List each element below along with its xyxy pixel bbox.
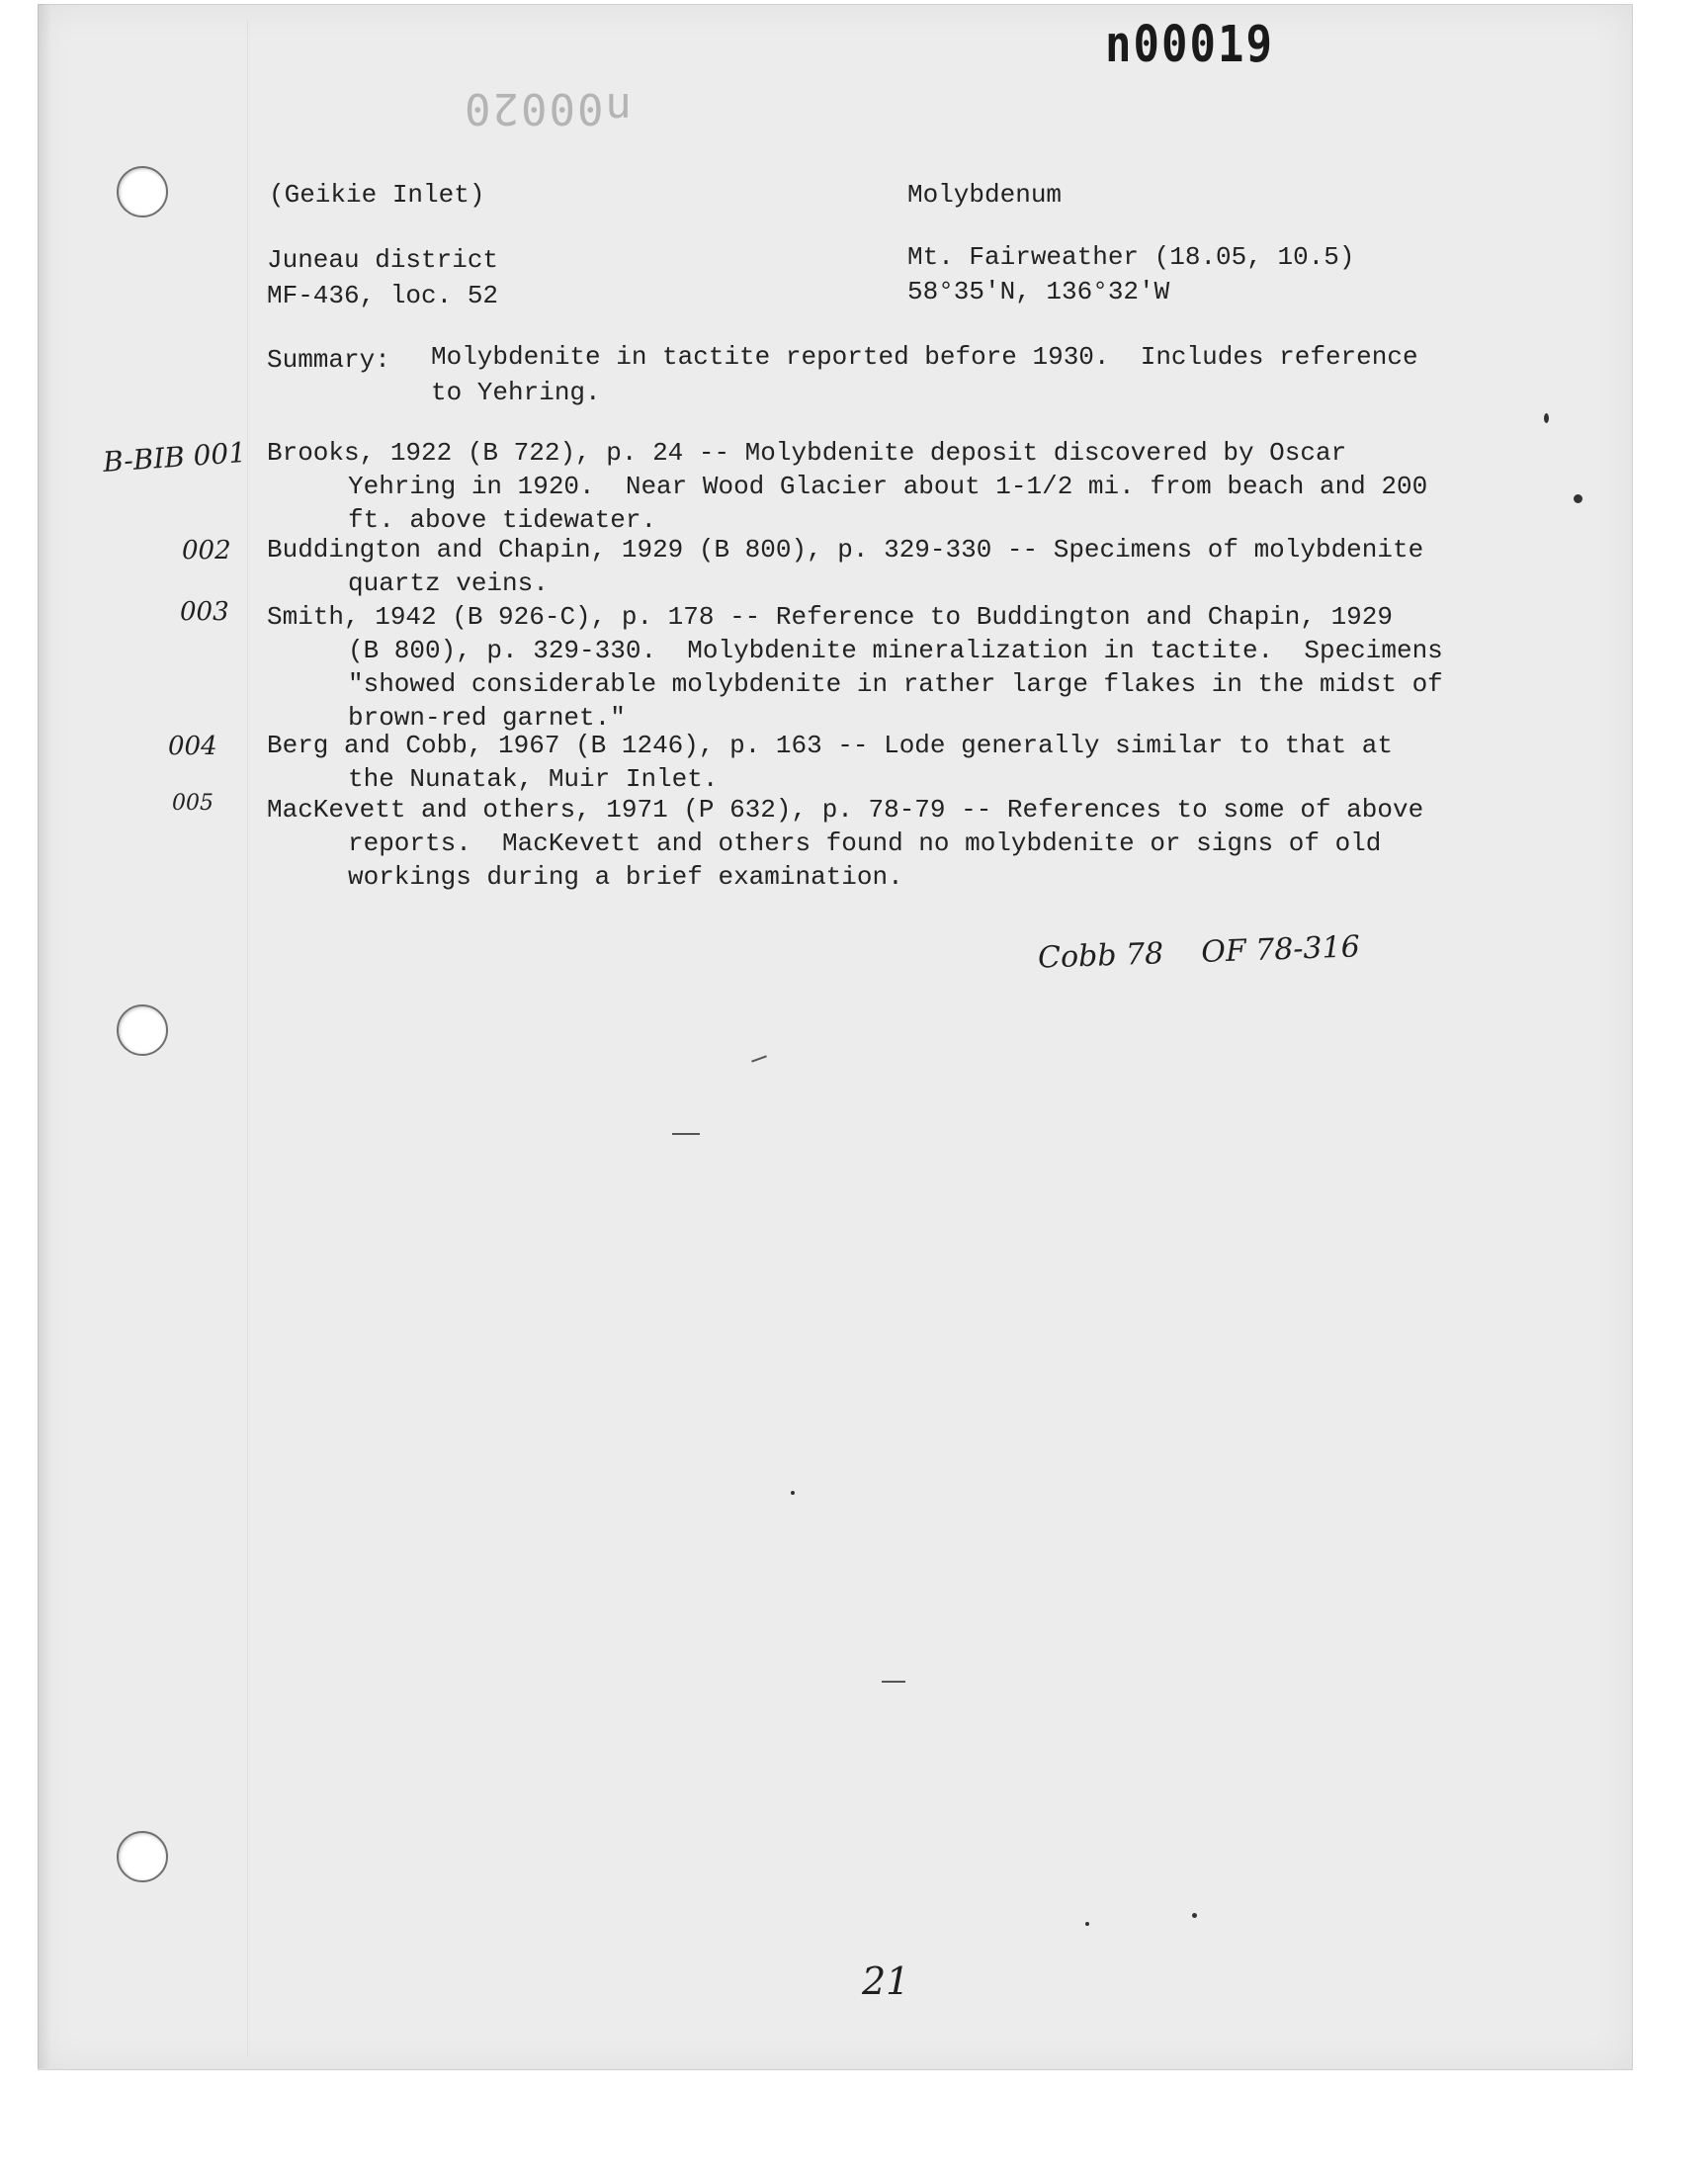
margin-mark: B-BIB 001 — [102, 435, 248, 479]
margin-mark: 004 — [168, 732, 217, 761]
district: Juneau district — [267, 245, 499, 275]
binder-hole-icon — [117, 166, 168, 218]
reference-entry — [267, 729, 1552, 796]
document-number-stamp: n00019 — [1105, 16, 1274, 74]
reference-line: (B 800), p. 329-330. Molybdenite mineralization in tactite. Specimens — [348, 636, 1443, 665]
margin-mark: 002 — [182, 536, 231, 566]
reference-line: "showed considerable molybdenite in rather large flakes in the midst of — [348, 669, 1443, 699]
margin-mark: 005 — [172, 791, 214, 816]
reference-entry — [267, 793, 1552, 894]
reference-line: the Nunatak, Muir Inlet. — [348, 764, 719, 794]
reference-line: reports. MacKevett and others found no molybdenite or signs of old — [348, 828, 1382, 858]
scan-speck — [1085, 1922, 1089, 1926]
reference-line: workings during a brief examination. — [348, 862, 903, 892]
binder-hole-icon — [117, 1004, 168, 1056]
page-number: 21 — [862, 1959, 910, 2003]
reference-line: Yehring in 1920. Near Wood Glacier about 1-1/2 mi. from beach and 200 — [348, 472, 1428, 501]
summary-line: to Yehring. — [431, 378, 601, 407]
reference-entry — [267, 600, 1552, 735]
commodity: Molybdenum — [907, 180, 1063, 210]
summary-line: Molybdenite in tactite reported before 1930. Includes reference — [431, 342, 1418, 372]
fold-line — [247, 20, 248, 2056]
reference-line: ft. above tidewater. — [348, 505, 657, 535]
reference-entry — [267, 436, 1552, 537]
quadrangle: Mt. Fairweather (18.05, 10.5) — [907, 242, 1355, 272]
summary-label: Summary: — [267, 345, 390, 375]
bleedthrough-number-stamp: n00020 — [463, 83, 632, 133]
reference-line: quartz veins. — [348, 568, 549, 598]
scan-mark — [882, 1681, 905, 1683]
reference-line: brown-red garnet." — [348, 703, 626, 733]
area-name: (Geikie Inlet) — [269, 180, 485, 210]
map-location: MF-436, loc. 52 — [267, 281, 499, 310]
binder-hole-icon — [117, 1831, 168, 1882]
reference-line: MacKevett and others, 1971 (P 632), p. 78-79 -- References to some of above — [267, 795, 1424, 825]
coordinates: 58°35'N, 136°32'W — [907, 277, 1170, 306]
reference-line: Berg and Cobb, 1967 (B 1246), p. 163 -- Lode generally similar to that at — [267, 731, 1393, 760]
sheet-shadow — [38, 4, 51, 2068]
scan-speck — [1574, 494, 1582, 503]
document-sheet — [38, 4, 1633, 2070]
margin-mark: 003 — [180, 597, 229, 627]
reference-line: Smith, 1942 (B 926-C), p. 178 -- Reference to Buddington and Chapin, 1929 — [267, 602, 1393, 632]
scan-speck — [1544, 413, 1549, 423]
reference-line: Brooks, 1922 (B 722), p. 24 -- Molybdenite deposit discovered by Oscar — [267, 438, 1347, 468]
scan-mark — [672, 1133, 700, 1135]
scan-speck — [1192, 1913, 1197, 1918]
handwritten-note: Cobb 78 OF 78-316 — [1037, 929, 1361, 976]
reference-line: Buddington and Chapin, 1929 (B 800), p. 329-330 -- Specimens of molybdenite — [267, 535, 1424, 565]
scan-speck — [791, 1491, 795, 1495]
reference-entry — [267, 533, 1552, 600]
